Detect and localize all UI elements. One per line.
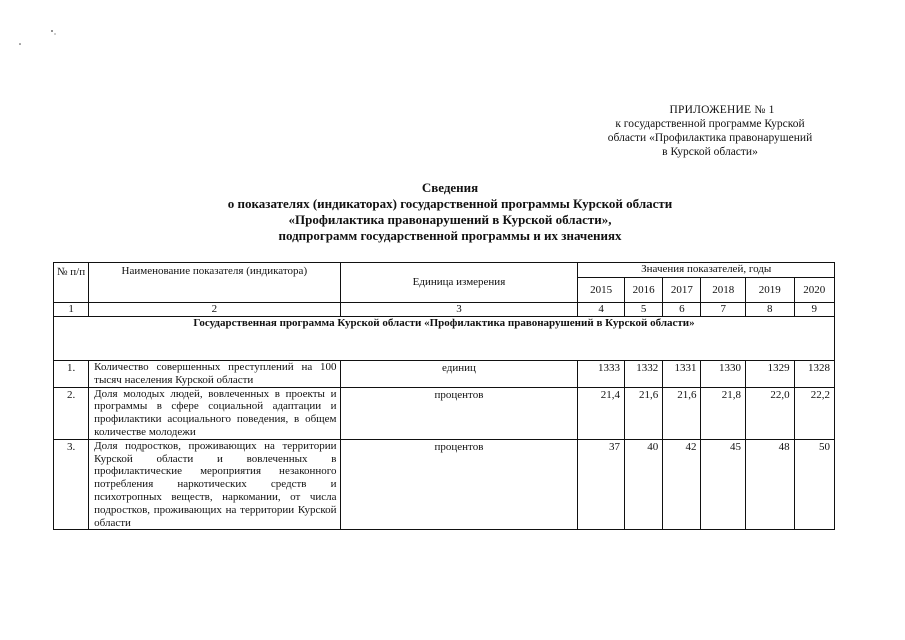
header-year: 2019: [745, 278, 794, 303]
table-row: [54, 387, 835, 439]
header-number-cell: [54, 263, 89, 303]
section-title: Государственная программа Курской области «Профилактика правонарушений в Курской области»: [54, 317, 835, 361]
column-index: 5: [624, 303, 662, 317]
appendix-number: ПРИЛОЖЕНИЕ № 1: [669, 104, 775, 116]
title-line: «Профилактика правонарушений в Курской области»,: [288, 212, 612, 227]
header-year: 2020: [794, 278, 834, 303]
appendix-reference-line: в Курской области»: [662, 146, 758, 158]
document-title: [150, 180, 750, 244]
table-row: [54, 439, 835, 530]
header-indicator-label: Наименование показателя (индикатора): [121, 265, 308, 277]
value-2020: 22,2: [794, 387, 834, 439]
unit-of-measure: единиц: [340, 361, 578, 388]
row-number: 2.: [54, 387, 89, 439]
title-line: Сведения: [421, 180, 479, 195]
column-index: 3: [340, 303, 578, 317]
table-row: [54, 361, 835, 388]
value-2015: 37: [578, 439, 625, 530]
header-indicator-cell: [89, 263, 340, 303]
value-2015: 21,4: [578, 387, 625, 439]
column-index: 7: [701, 303, 745, 317]
header-year: 2016: [624, 278, 662, 303]
value-2017: 42: [663, 439, 701, 530]
unit-of-measure: процентов: [340, 387, 578, 439]
column-index-row: [54, 303, 835, 317]
header-unit-label: Единица измерения: [412, 276, 506, 289]
value-2016: 40: [624, 439, 662, 530]
value-2017: 1331: [663, 361, 701, 388]
header-values-label: Значения показателей, годы: [641, 263, 772, 275]
column-index: 8: [745, 303, 794, 317]
value-2019: 22,0: [745, 387, 794, 439]
title-line: подпрограмм государственной программы и их значениях: [278, 228, 622, 243]
column-index: 6: [663, 303, 701, 317]
column-index: 2: [89, 303, 340, 317]
column-index: 4: [578, 303, 625, 317]
column-index: 9: [794, 303, 834, 317]
value-2020: 1328: [794, 361, 834, 388]
title-line: о показателях (индикаторах) государственной программы Курской области: [227, 196, 673, 211]
appendix-reference-line: области «Профилактика правонарушений: [607, 132, 813, 144]
appendix-header: [560, 103, 860, 159]
indicators-table: [53, 262, 835, 530]
value-2018: 1330: [701, 361, 745, 388]
header-year: 2015: [578, 278, 625, 303]
header-number-label: № п/п: [57, 266, 86, 278]
header-year: 2018: [701, 278, 745, 303]
indicator-name: Доля подростков, проживающих на территории Курской области и вовлеченных в профилактические мероприятия незаконного потребления наркотических средств и психотропных веществ, наркомании, от числа подростков, проживающих на территории Курской области: [89, 439, 340, 530]
value-2019: 1329: [745, 361, 794, 388]
value-2019: 48: [745, 439, 794, 530]
column-index: 1: [54, 303, 89, 317]
value-2020: 50: [794, 439, 834, 530]
header-year: 2017: [663, 278, 701, 303]
value-2017: 21,6: [663, 387, 701, 439]
value-2016: 21,6: [624, 387, 662, 439]
value-2018: 45: [701, 439, 745, 530]
value-2015: 1333: [578, 361, 625, 388]
unit-of-measure: процентов: [340, 439, 578, 530]
indicator-name: Доля молодых людей, вовлеченных в проекты и программы в сфере социальной адаптации и профилактики асоциального поведения, в общем количестве молодежи: [89, 387, 340, 439]
value-2016: 1332: [624, 361, 662, 388]
header-unit-cell: [340, 263, 578, 303]
indicator-name: Количество совершенных преступлений на 100 тысяч населения Курской области: [89, 361, 340, 388]
row-number: 1.: [54, 361, 89, 388]
row-number: 3.: [54, 439, 89, 530]
header-values-cell: [578, 263, 835, 278]
section-row: [54, 317, 835, 361]
value-2018: 21,8: [701, 387, 745, 439]
appendix-reference-line: к государственной программе Курской: [615, 118, 805, 130]
scan-specks: [12, 28, 72, 52]
